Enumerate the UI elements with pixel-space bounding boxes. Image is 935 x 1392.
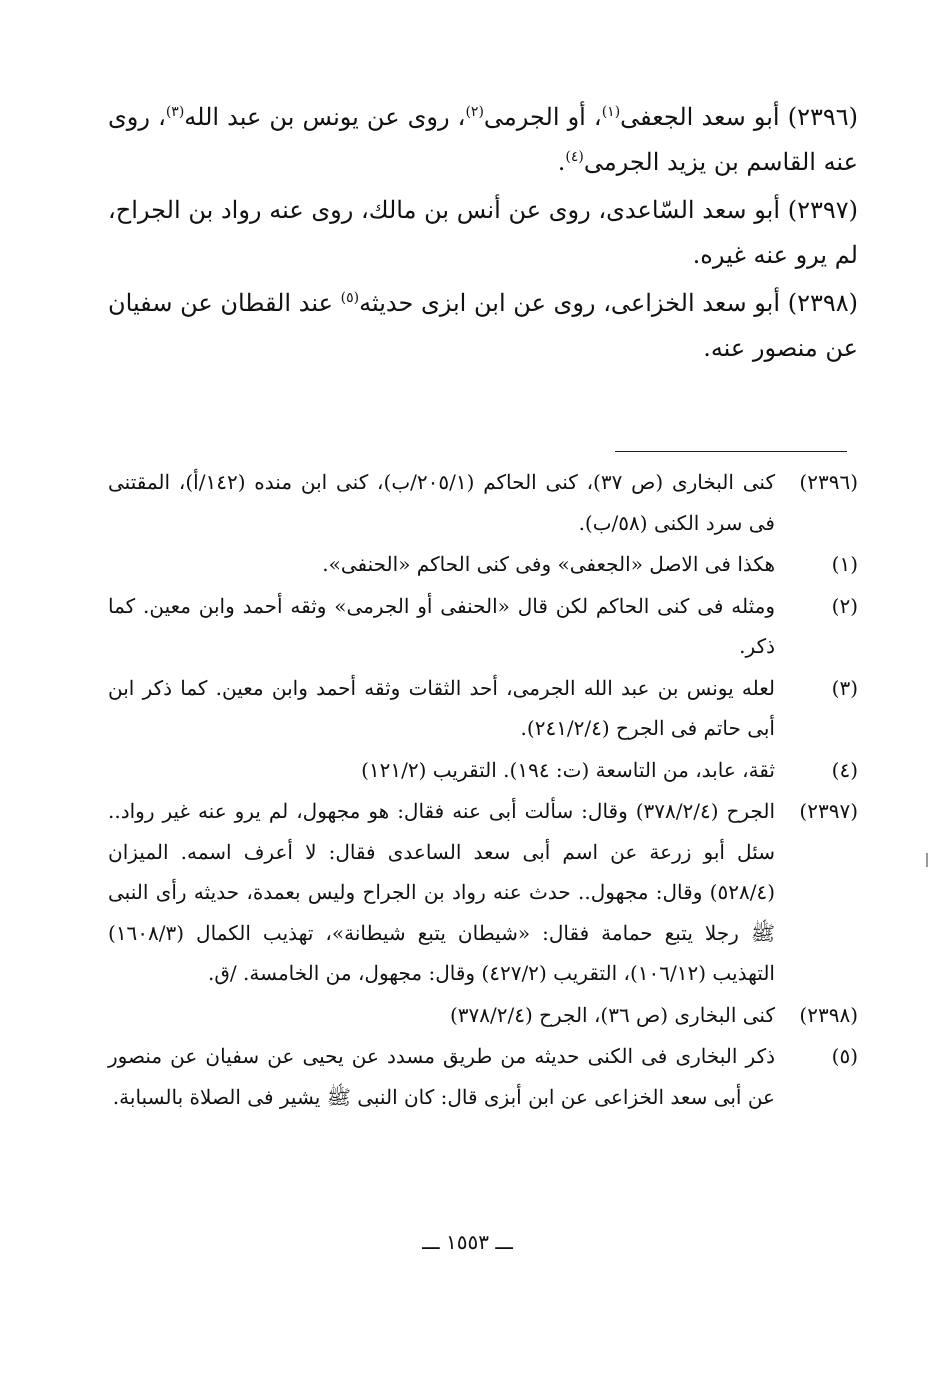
footnote-label: (٥) [831,1044,858,1068]
footnote-text: كنى البخارى (ص ٣٦)، الجرح (٣٧٨/٢/٤) [449,1002,775,1027]
footnote-ref[interactable]: (١) [601,104,621,120]
footnote-1 [108,544,858,585]
footnote-label: (١) [831,552,858,576]
scan-mark [926,853,928,867]
footnote-text: لعله يونس بن عبد الله الجرمى، أحد الثقات وثقه أحمد وابن معين. كما ذكر ابن أبى حاتم فى الجرح (٢٤١/٢/٤). [108,675,775,740]
footnote-text: ثقة، عابد، من التاسعة (ت: ١٩٤). التقريب (١٢١/٢) [361,757,775,782]
footnote-ref[interactable]: (٣) [165,104,185,120]
footnote-label: (٢٣٩٨) [799,1002,858,1027]
footnote-2397 [108,791,858,994]
footnote-text: ومثله فى كنى الحاكم لكن قال «الحنفى أو الجرمى» وثقه أحمد وابن معين. كما ذكر. [108,593,775,658]
footnote-divider [615,451,847,452]
footnote-2398 [108,995,858,1036]
footnote-text: الجرح (٣٧٨/٢/٤) وقال: سألت أبى عنه فقال: هو مجهول، لم يرو عنه غير رواد.. سئل أبو زرعة عن اسم أبى سعد الساعدى فقال: لا أعرف اسمه. الميزان (٥٢٨/٤) وقال: مجهول.. حدث عنه رواد بن الجراح وليس بعمدة، حديثه رأى النبى ﷺ رجلا يتبع حمامة فقال: «شيطان يتبع شيطانة»، تهذيب الكمال (١٦٠٨/٣) التهذيب (١٠٦/١٢)، التقريب (٤٢٧/٢) وقال: مجهول، من الخامسة. /ق. [108,799,775,985]
footnote-label: (٢) [831,593,858,618]
footnote-2396 [108,462,858,543]
footnote-ref[interactable]: (٤) [565,149,584,165]
footnote-text: كنى البخارى (ص ٣٧)، كنى الحاكم (٢٠٥/١/ب)، كنى ابن منده (١٤٢/أ)، المقتنى فى سرد الكنى (٥٨/ب). [108,470,775,535]
entry-number: (٢٣٩٧) [787,196,858,224]
page-number: ـــ ١٥٥٣ ـــ [422,1230,513,1254]
footnotes [108,462,858,1118]
entry-2396: (٢٣٩٦) أبو سعد الجعفى$^{(١)}$، أو الجرمى$^{(٢)}$، روى عن يونس بن عبد الله$^{(٣)}$، روى عنه القاسم بن يزيد الجرمى$^{(٤)}$. [108,103,858,176]
footnote-ref[interactable]: (٢) [465,104,484,120]
footnote-5 [108,1036,858,1117]
entry-number: (٢٣٩٨) [787,289,858,317]
entry-2398: (٢٣٩٨) أبو سعد الخزاعى، روى عن ابن ابزى حديثه$^{(٥)}$ عند القطان عن سفيان عن منصور عنه. [108,289,858,362]
footnote-4 [108,750,858,791]
footnote-text: هكذا فى الاصل «الجعفى» وفى كنى الحاكم «الحنفى». [322,552,775,576]
entry-number: (٢٣٩٦) [787,103,858,131]
footnote-text: ذكر البخارى فى الكنى حديثه من طريق مسدد عن يحيى عن سفيان عن منصور عن أبى سعد الخزاعى عن ابن أبزى قال: كان النبى ﷺ يشير فى الصلاة بالسبابة. [108,1044,775,1109]
entry-2397: (٢٣٩٧) أبو سعد السّاعدى، روى عن أنس بن مالك، روى عنه رواد بن الجراح، لم يرو عنه غيره. [108,196,858,269]
footnote-2 [108,586,858,667]
footnote-label: (٢٣٩٦) [799,470,858,494]
footnote-label: (٢٣٩٧) [799,799,858,823]
footnote-ref[interactable]: (٥) [340,290,360,306]
footnote-label: (٣) [831,675,858,700]
footnote-label: (٤) [831,757,858,782]
main-text [108,95,858,374]
footnote-3 [108,668,858,749]
